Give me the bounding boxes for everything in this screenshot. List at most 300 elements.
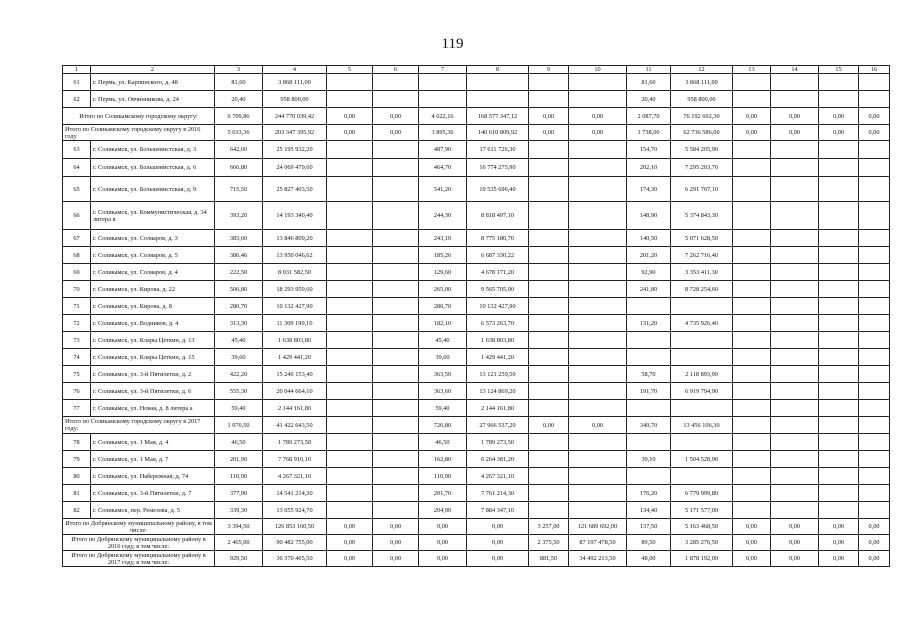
table-cell bbox=[569, 485, 627, 502]
table-cell: 1 429 441,20 bbox=[263, 349, 327, 366]
column-number: 13 bbox=[733, 66, 771, 74]
table-cell: 0,00 bbox=[373, 519, 419, 535]
table-cell: 34 492 213,50 bbox=[569, 551, 627, 567]
table-cell: 176,20 bbox=[627, 485, 671, 502]
table-cell: 2 144 161,80 bbox=[467, 400, 529, 417]
table-cell bbox=[733, 434, 771, 451]
table-cell: 17 611 726,30 bbox=[467, 141, 529, 159]
table-cell: 16 774 275,90 bbox=[467, 159, 529, 177]
table-cell bbox=[467, 74, 529, 91]
table-cell bbox=[529, 91, 569, 108]
address-cell: г. Соликамск, ул. Клары Цеткин, д. 13 bbox=[91, 332, 215, 349]
table-cell: 10 132 427,90 bbox=[263, 298, 327, 315]
table-cell bbox=[569, 91, 627, 108]
table-cell: 422,20 bbox=[215, 366, 263, 383]
table-cell: 20,40 bbox=[627, 91, 671, 108]
table-cell bbox=[771, 230, 819, 247]
table-cell bbox=[569, 502, 627, 519]
table-cell bbox=[569, 247, 627, 264]
column-number: 6 bbox=[373, 66, 419, 74]
table-cell bbox=[529, 281, 569, 298]
table-cell bbox=[529, 74, 569, 91]
table-cell: 14 541 214,30 bbox=[263, 485, 327, 502]
table-cell: 715,50 bbox=[215, 177, 263, 202]
table-cell: 1 076,50 bbox=[215, 417, 263, 434]
table-cell: 13 124 869,20 bbox=[467, 383, 529, 400]
table-cell bbox=[733, 298, 771, 315]
table-cell: 393,20 bbox=[215, 202, 263, 230]
subtotal-row bbox=[63, 535, 890, 551]
table-cell bbox=[859, 159, 890, 177]
table-cell: 7 884 347,10 bbox=[467, 502, 529, 519]
table-cell bbox=[733, 349, 771, 366]
column-number: 14 bbox=[771, 66, 819, 74]
table-cell: 4 622,16 bbox=[419, 108, 467, 125]
table-cell bbox=[859, 366, 890, 383]
table-cell bbox=[529, 434, 569, 451]
table-cell bbox=[569, 74, 627, 91]
table-cell bbox=[819, 485, 859, 502]
table-cell: 62 bbox=[63, 91, 91, 108]
table-cell: 4 267 321,10 bbox=[467, 468, 529, 485]
table-cell: 1 789 273,50 bbox=[263, 434, 327, 451]
total-label: Итого по Соликамскому городскому округу в 2017 году: bbox=[63, 417, 215, 434]
table-cell: 41 422 643,50 bbox=[263, 417, 327, 434]
table-cell: 13 121 259,50 bbox=[467, 366, 529, 383]
table-cell: 79 bbox=[63, 451, 91, 468]
subtotal-row bbox=[63, 551, 890, 567]
table-cell: 3 285 276,50 bbox=[671, 535, 733, 551]
table-cell: 0,00 bbox=[569, 108, 627, 125]
total-row bbox=[63, 417, 890, 434]
table-cell: 339,30 bbox=[215, 502, 263, 519]
table-cell: 5 374 843,30 bbox=[671, 202, 733, 230]
column-number: 9 bbox=[529, 66, 569, 74]
table-cell: 140,50 bbox=[627, 230, 671, 247]
table-cell bbox=[373, 502, 419, 519]
table-cell bbox=[671, 349, 733, 366]
subtotal-row bbox=[63, 108, 890, 125]
table-cell bbox=[327, 485, 373, 502]
table-cell bbox=[529, 159, 569, 177]
column-number: 8 bbox=[467, 66, 529, 74]
table-cell: 541,20 bbox=[419, 177, 467, 202]
table-cell bbox=[859, 247, 890, 264]
table-row bbox=[63, 434, 890, 451]
table-cell bbox=[733, 451, 771, 468]
total-row bbox=[63, 125, 890, 141]
table-cell bbox=[373, 247, 419, 264]
table-cell bbox=[569, 468, 627, 485]
table-cell: 3 868 111,00 bbox=[671, 74, 733, 91]
table-cell: 386,46 bbox=[215, 247, 263, 264]
table-cell bbox=[733, 230, 771, 247]
table-cell: 0,00 bbox=[771, 551, 819, 567]
table-cell: 0,00 bbox=[467, 551, 529, 567]
table-cell bbox=[373, 298, 419, 315]
table-cell bbox=[569, 298, 627, 315]
table-cell: 642,60 bbox=[215, 141, 263, 159]
table-cell: 203 347 395,92 bbox=[263, 125, 327, 141]
table-cell: 0,00 bbox=[419, 551, 467, 567]
table-cell: 0,00 bbox=[467, 519, 529, 535]
table-row bbox=[63, 400, 890, 417]
table-cell bbox=[419, 74, 467, 91]
table-cell: 67 bbox=[63, 230, 91, 247]
table-cell: 71 bbox=[63, 298, 91, 315]
table-cell bbox=[327, 247, 373, 264]
table-cell: 168 577 347,12 bbox=[467, 108, 529, 125]
table-cell: 0,00 bbox=[819, 535, 859, 551]
table-cell: 5 633,36 bbox=[215, 125, 263, 141]
table-cell: 958 800,00 bbox=[263, 91, 327, 108]
table-cell bbox=[819, 141, 859, 159]
table-cell bbox=[733, 366, 771, 383]
column-number: 4 bbox=[263, 66, 327, 74]
column-number: 2 bbox=[91, 66, 215, 74]
table-cell: 0,00 bbox=[733, 108, 771, 125]
table-cell: 0,00 bbox=[327, 551, 373, 567]
table-cell bbox=[627, 349, 671, 366]
address-cell: г. Соликамск, ул. 3-й Пятилетки, д. 6 bbox=[91, 383, 215, 400]
column-number: 10 bbox=[569, 66, 627, 74]
total-label: Итого по Добрянскому муниципальному району в 2016 году, в том числе: bbox=[63, 535, 215, 551]
table-cell bbox=[569, 159, 627, 177]
address-cell: г. Пермь, ул. Овчинникова, д. 24 bbox=[91, 91, 215, 108]
table-cell: 881,50 bbox=[529, 551, 569, 567]
table-cell: 201,70 bbox=[419, 485, 467, 502]
table-cell bbox=[373, 177, 419, 202]
table-cell bbox=[327, 366, 373, 383]
table-cell bbox=[327, 159, 373, 177]
table-cell: 9 565 705,00 bbox=[467, 281, 529, 298]
table-cell: 3 394,50 bbox=[215, 519, 263, 535]
table-cell: 1 429 441,20 bbox=[467, 349, 529, 366]
table-row bbox=[63, 264, 890, 281]
table-cell bbox=[859, 141, 890, 159]
table-cell: 13 846 809,20 bbox=[263, 230, 327, 247]
table-cell: 280,70 bbox=[215, 298, 263, 315]
table-cell: 363,60 bbox=[419, 383, 467, 400]
table-cell bbox=[819, 202, 859, 230]
table-cell: 0,00 bbox=[327, 535, 373, 551]
table-cell: 1 638 803,80 bbox=[467, 332, 529, 349]
table-row bbox=[63, 366, 890, 383]
table-row bbox=[63, 332, 890, 349]
table-cell bbox=[327, 332, 373, 349]
column-number: 7 bbox=[419, 66, 467, 74]
table-cell bbox=[771, 159, 819, 177]
table-cell bbox=[529, 230, 569, 247]
subtotal-row bbox=[63, 519, 890, 535]
table-cell: 222,50 bbox=[215, 264, 263, 281]
table-cell bbox=[529, 247, 569, 264]
table-cell bbox=[419, 91, 467, 108]
table-cell: 5 163 468,50 bbox=[671, 519, 733, 535]
table-cell bbox=[529, 366, 569, 383]
table-row bbox=[63, 281, 890, 298]
table-cell: 39,60 bbox=[419, 349, 467, 366]
table-cell bbox=[859, 417, 890, 434]
table-cell: 65 bbox=[63, 177, 91, 202]
table-cell: 39,60 bbox=[215, 349, 263, 366]
table-cell bbox=[859, 485, 890, 502]
table-cell bbox=[627, 298, 671, 315]
table-cell: 0,00 bbox=[771, 519, 819, 535]
table-cell bbox=[627, 468, 671, 485]
table-cell bbox=[819, 177, 859, 202]
address-cell: г. Соликамск, ул. Новая, д. 8 литера а bbox=[91, 400, 215, 417]
table-cell bbox=[819, 417, 859, 434]
table-cell: 140 610 809,92 bbox=[467, 125, 529, 141]
table-cell bbox=[771, 315, 819, 332]
table-cell: 72 bbox=[63, 315, 91, 332]
table-cell: 59,40 bbox=[215, 400, 263, 417]
table-cell: 48,00 bbox=[627, 551, 671, 567]
table-cell bbox=[327, 298, 373, 315]
table-cell bbox=[327, 202, 373, 230]
table-cell: 6 291 707,10 bbox=[671, 177, 733, 202]
table-cell bbox=[569, 315, 627, 332]
table-cell bbox=[327, 91, 373, 108]
table-cell: 162,80 bbox=[419, 451, 467, 468]
table-cell: 377,90 bbox=[215, 485, 263, 502]
table-cell bbox=[529, 485, 569, 502]
column-number: 16 bbox=[859, 66, 890, 74]
table-cell: 6 264 381,20 bbox=[467, 451, 529, 468]
table-row bbox=[63, 247, 890, 264]
table-cell bbox=[859, 451, 890, 468]
table-cell bbox=[373, 468, 419, 485]
table-cell: 137,50 bbox=[627, 519, 671, 535]
table-cell bbox=[529, 315, 569, 332]
address-cell: г. Соликамск, ул. Набережная, д. 74 bbox=[91, 468, 215, 485]
table-cell bbox=[373, 159, 419, 177]
table-cell: 0,00 bbox=[819, 125, 859, 141]
table-cell: 2 087,70 bbox=[627, 108, 671, 125]
table-cell: 45,40 bbox=[419, 332, 467, 349]
table-cell: 0,00 bbox=[859, 108, 890, 125]
table-cell: 81,60 bbox=[215, 74, 263, 91]
table-cell: 131,20 bbox=[627, 315, 671, 332]
table-cell bbox=[771, 366, 819, 383]
table-cell bbox=[819, 349, 859, 366]
table-cell: 62 736 586,00 bbox=[671, 125, 733, 141]
table-cell: 929,50 bbox=[215, 551, 263, 567]
address-cell: г. Соликамск, ул. Большевистская, д. 3 bbox=[91, 141, 215, 159]
table-cell bbox=[819, 247, 859, 264]
table-row bbox=[63, 451, 890, 468]
table-cell bbox=[529, 141, 569, 159]
table-cell bbox=[733, 159, 771, 177]
table-cell: 3 257,00 bbox=[529, 519, 569, 535]
table-cell: 0,00 bbox=[569, 417, 627, 434]
table-cell: 244 770 039,42 bbox=[263, 108, 327, 125]
table-cell: 129,60 bbox=[419, 264, 467, 281]
table-cell: 201,20 bbox=[627, 247, 671, 264]
table-cell: 64 bbox=[63, 159, 91, 177]
table-cell: 8 775 180,70 bbox=[467, 230, 529, 247]
table-cell: 464,70 bbox=[419, 159, 467, 177]
table-cell bbox=[327, 281, 373, 298]
table-row bbox=[63, 230, 890, 247]
table-cell: 14 193 340,40 bbox=[263, 202, 327, 230]
table-cell: 126 853 160,50 bbox=[263, 519, 327, 535]
table-cell: 0,00 bbox=[733, 535, 771, 551]
table-cell bbox=[771, 417, 819, 434]
table-cell: 7 768 910,10 bbox=[263, 451, 327, 468]
table-row bbox=[63, 485, 890, 502]
table-cell bbox=[327, 141, 373, 159]
table-cell bbox=[819, 502, 859, 519]
table-cell bbox=[771, 468, 819, 485]
table-cell bbox=[569, 264, 627, 281]
table-row bbox=[63, 91, 890, 108]
table-cell bbox=[819, 468, 859, 485]
table-cell bbox=[859, 502, 890, 519]
address-cell: г. Соликамск, ул. Соляаров, д. 3 bbox=[91, 230, 215, 247]
table-cell: 202,10 bbox=[627, 159, 671, 177]
table-cell bbox=[733, 332, 771, 349]
table-cell: 18 293 959,60 bbox=[263, 281, 327, 298]
table-cell: 20,40 bbox=[215, 91, 263, 108]
table-cell bbox=[671, 332, 733, 349]
table-cell bbox=[859, 298, 890, 315]
address-cell: г. Соликамск, ул. Кирова, д. 22 bbox=[91, 281, 215, 298]
table-cell bbox=[627, 400, 671, 417]
table-cell bbox=[373, 202, 419, 230]
table-cell: 8 728 254,60 bbox=[671, 281, 733, 298]
table-cell bbox=[373, 349, 419, 366]
table-cell bbox=[327, 315, 373, 332]
table-cell: 0,00 bbox=[373, 108, 419, 125]
table-cell: 0,00 bbox=[819, 519, 859, 535]
table-cell: 0,00 bbox=[327, 519, 373, 535]
table-cell: 1 638 803,80 bbox=[263, 332, 327, 349]
table-cell: 506,80 bbox=[215, 281, 263, 298]
address-cell: г. Соликамск, ул. Коммунистическая, д. 34 литера в bbox=[91, 202, 215, 230]
table-cell bbox=[373, 383, 419, 400]
table-cell bbox=[327, 74, 373, 91]
table-cell: 1 789 273,50 bbox=[467, 434, 529, 451]
table-cell: 0,00 bbox=[771, 125, 819, 141]
page-number: 119 bbox=[441, 36, 464, 52]
table-row bbox=[63, 315, 890, 332]
table-cell: 13 950 046,62 bbox=[263, 247, 327, 264]
table-cell: 77 bbox=[63, 400, 91, 417]
table-cell bbox=[859, 468, 890, 485]
table-cell bbox=[671, 298, 733, 315]
table-cell bbox=[529, 177, 569, 202]
table-cell: 24 069 479,60 bbox=[263, 159, 327, 177]
table-cell bbox=[373, 366, 419, 383]
table-cell bbox=[569, 332, 627, 349]
address-cell: г. Соликамск, пер. Ремезова, д. 5 bbox=[91, 502, 215, 519]
table-cell: 25 827 403,50 bbox=[263, 177, 327, 202]
table-cell bbox=[733, 141, 771, 159]
table-cell bbox=[771, 91, 819, 108]
table-cell bbox=[327, 230, 373, 247]
table-cell bbox=[467, 91, 529, 108]
address-cell: г. Соликамск, ул. 3-й Пятилетки, д. 2 bbox=[91, 366, 215, 383]
table-cell bbox=[733, 91, 771, 108]
table-cell: 7 761 214,30 bbox=[467, 485, 529, 502]
table-cell: 7 295 203,70 bbox=[671, 159, 733, 177]
table-cell bbox=[771, 434, 819, 451]
table-cell: 1 878 192,00 bbox=[671, 551, 733, 567]
table-cell bbox=[733, 417, 771, 434]
table-cell: 241,80 bbox=[627, 281, 671, 298]
table-cell bbox=[529, 349, 569, 366]
address-cell: г. Соликамск, ул. 1 Мая, д. 4 bbox=[91, 434, 215, 451]
table-row bbox=[63, 468, 890, 485]
table-cell: 0,00 bbox=[733, 551, 771, 567]
table-cell: 726,80 bbox=[419, 417, 467, 434]
table-cell bbox=[569, 230, 627, 247]
table-cell bbox=[819, 383, 859, 400]
table-cell bbox=[327, 468, 373, 485]
table-cell bbox=[671, 434, 733, 451]
table-cell: 0,00 bbox=[467, 535, 529, 551]
table-cell bbox=[373, 485, 419, 502]
address-cell: г. Соликамск, ул. Большевистская, д. 6 bbox=[91, 159, 215, 177]
table-cell bbox=[733, 315, 771, 332]
table-cell bbox=[327, 177, 373, 202]
table-row bbox=[63, 298, 890, 315]
table-cell: 0,00 bbox=[373, 535, 419, 551]
table-cell bbox=[771, 400, 819, 417]
table-cell bbox=[733, 400, 771, 417]
table-cell: 487,90 bbox=[419, 141, 467, 159]
table-cell bbox=[771, 451, 819, 468]
table-cell: 383,60 bbox=[215, 230, 263, 247]
table-cell bbox=[771, 74, 819, 91]
table-cell: 6 687 330,22 bbox=[467, 247, 529, 264]
table-cell bbox=[569, 177, 627, 202]
table-cell: 78 bbox=[63, 434, 91, 451]
table-cell bbox=[373, 74, 419, 91]
table-cell bbox=[529, 202, 569, 230]
table-cell: 280,70 bbox=[419, 298, 467, 315]
table-cell bbox=[819, 281, 859, 298]
table-cell bbox=[771, 502, 819, 519]
table-row bbox=[63, 349, 890, 366]
table-cell: 25 195 932,20 bbox=[263, 141, 327, 159]
table-cell bbox=[819, 366, 859, 383]
table-cell: 0,00 bbox=[859, 535, 890, 551]
table-cell bbox=[569, 383, 627, 400]
table-cell bbox=[819, 298, 859, 315]
column-number-row bbox=[63, 66, 890, 74]
address-cell: г. Пермь, ул. Карпинского, д. 48 bbox=[91, 74, 215, 91]
table-cell: 87 197 478,50 bbox=[569, 535, 627, 551]
table-row bbox=[63, 74, 890, 91]
table-cell bbox=[529, 400, 569, 417]
total-label: Итого по Добрянскому муниципальному району в 2017 году, в том числе: bbox=[63, 551, 215, 567]
table-cell: 6 709,86 bbox=[215, 108, 263, 125]
table-cell bbox=[569, 366, 627, 383]
table-cell bbox=[859, 202, 890, 230]
table-cell bbox=[529, 383, 569, 400]
column-number: 12 bbox=[671, 66, 733, 74]
table-cell: 555,30 bbox=[215, 383, 263, 400]
table-cell bbox=[373, 451, 419, 468]
table-cell: 15 240 153,40 bbox=[263, 366, 327, 383]
table-cell bbox=[327, 434, 373, 451]
table-cell: 39,10 bbox=[627, 451, 671, 468]
table-cell: 666,80 bbox=[215, 159, 263, 177]
table-cell: 68 bbox=[63, 247, 91, 264]
